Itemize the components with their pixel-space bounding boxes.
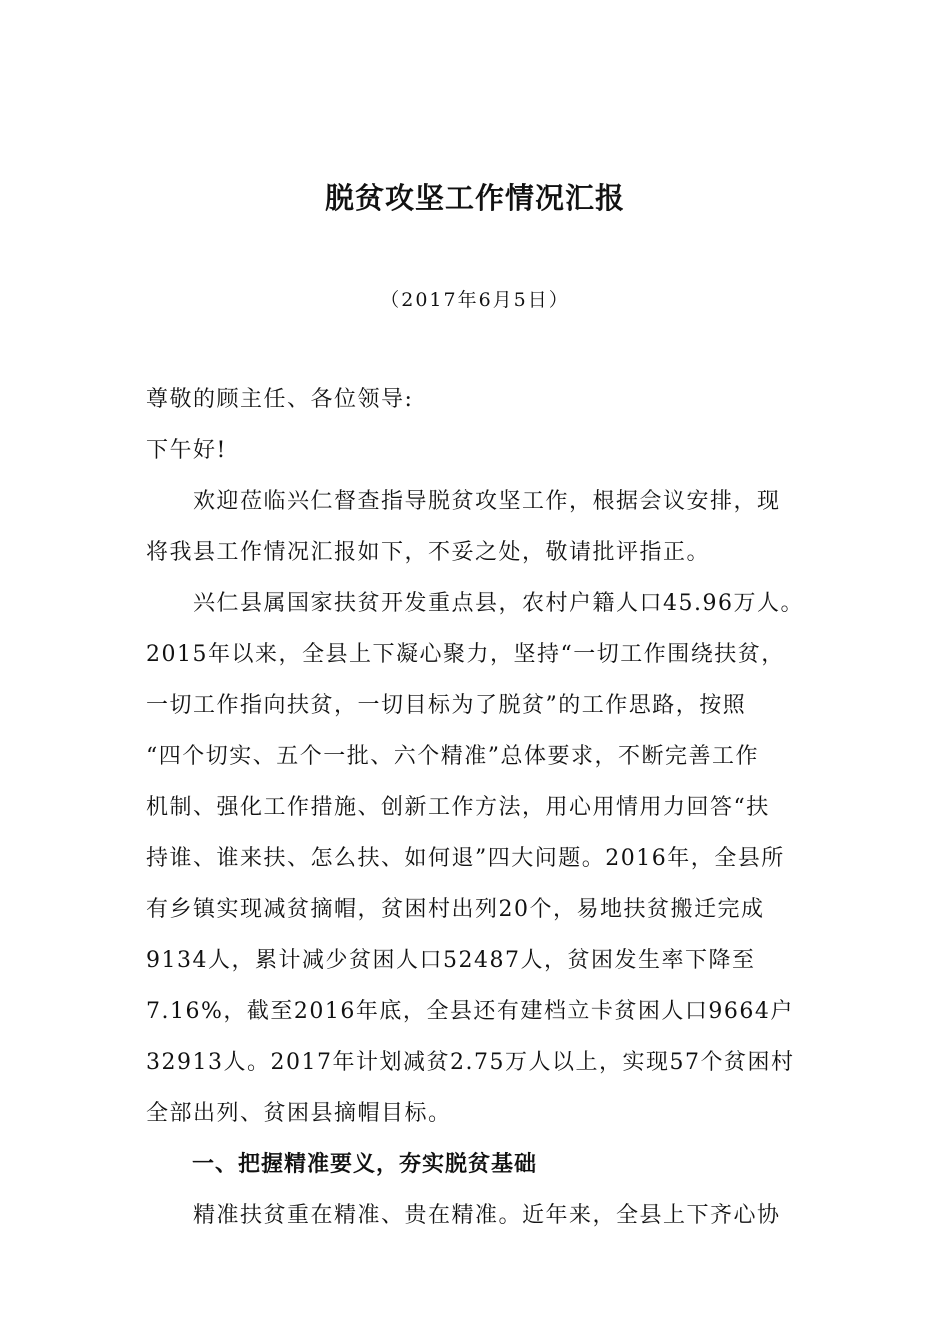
document-body: [146, 375, 812, 1235]
paragraph-line: 有乡镇实现减贫摘帽，贫困村出列20个，易地扶贫搬迁完成: [146, 897, 765, 922]
paragraph-line: 精准扶贫重在精准、贵在精准。近年来，全县上下齐心协: [146, 1203, 781, 1228]
paragraph-line: 2015年以来，全县上下凝心聚力，坚持“一切工作围绕扶贫，: [146, 642, 785, 667]
paragraph-line: 机制、强化工作措施、创新工作方法，用心用情用力回答“扶: [146, 795, 770, 820]
paragraph-line: 一切工作指向扶贫，一切目标为了脱贫”的工作思路，按照: [146, 693, 747, 718]
paragraph-line: 将我县工作情况汇报如下，不妥之处，敬请批评指正。: [146, 540, 711, 565]
paragraph-line: 9134人，累计减少贫困人口52487人，贫困发生率下降至: [146, 948, 756, 973]
paragraph-line: 7.16%，截至2016年底，全县还有建档立卡贫困人口9664户: [146, 999, 794, 1024]
paragraph-line: 持谁、谁来扶、怎么扶、如何退”四大问题。2016年，全县所: [146, 846, 785, 871]
section-heading: 一、把握精准要义，夯实脱贫基础: [146, 1152, 538, 1177]
paragraph-line: 32913人。2017年计划减贫2.75万人以上，实现57个贫困村: [146, 1050, 795, 1075]
salutation-line: 尊敬的顾主任、各位领导:: [146, 387, 414, 412]
paragraph-line: 欢迎莅临兴仁督查指导脱贫攻坚工作，根据会议安排，现: [146, 489, 781, 514]
paragraph-line: 全部出列、贫困县摘帽目标。: [146, 1101, 452, 1126]
paragraph-line: 兴仁县属国家扶贫开发重点县，农村户籍人口45.96万人。: [146, 591, 804, 616]
paragraph-line: “四个切实、五个一批、六个精准”总体要求，不断完善工作: [146, 744, 759, 769]
document-date: （2017年6月5日）: [380, 289, 570, 311]
greeting-line: 下午好!: [146, 438, 227, 463]
document-title: 脱贫攻坚工作情况汇报: [324, 181, 625, 215]
